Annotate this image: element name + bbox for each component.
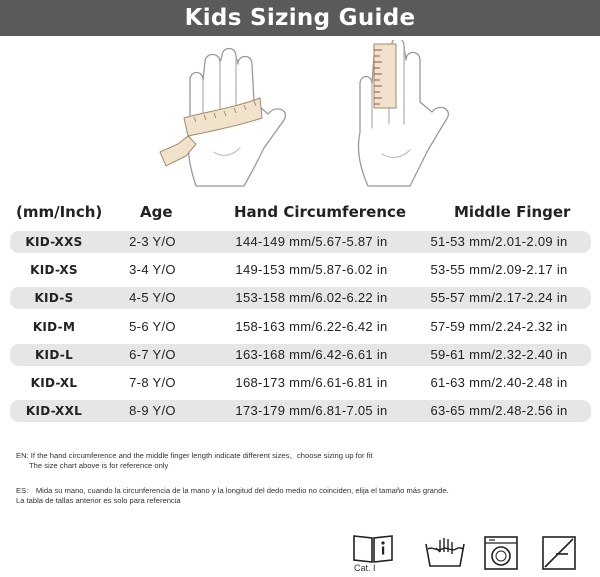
circumference-cell: 149-153 mm/5.87-6.02 in xyxy=(235,262,388,278)
circumference-cell: 144-149 mm/5.67-5.87 in xyxy=(235,234,388,249)
care-icons xyxy=(0,532,600,577)
size-cell: KID-XS xyxy=(30,263,78,278)
size-cell: KID-L xyxy=(34,347,74,362)
table-row xyxy=(0,316,600,338)
ruler-icon xyxy=(374,44,396,108)
table-row xyxy=(0,287,600,309)
circumference-cell: 158-163 mm/6.22-6.42 in xyxy=(235,318,388,334)
care-label: Cat. I xyxy=(354,563,376,573)
page-title: Kids Sizing Guide xyxy=(0,0,600,36)
header-unit: (mm/Inch) xyxy=(16,203,103,221)
circumference-cell: 153-158 mm/6.02-6.22 in xyxy=(235,290,388,306)
age-cell: 6-7 Y/O xyxy=(129,346,176,362)
circumference-cell: 173-179 mm/6.81-7.05 in xyxy=(235,403,388,419)
no-tumble-dry-icon xyxy=(542,536,576,570)
hand-wash-icon xyxy=(424,538,466,568)
table-header xyxy=(0,203,600,227)
table-row xyxy=(0,231,600,253)
note-es-line1: ES： Mida su mano, cuando la circunferencia de la mano y la longitud del dedo medio no coinciden, elija el tamaño más grande. xyxy=(16,486,449,495)
age-cell: 2-3 Y/O xyxy=(129,234,176,249)
finger-cell: 57-59 mm/2.24-2.32 in xyxy=(430,318,568,334)
size-cell: KID-M xyxy=(32,319,76,334)
finger-cell: 55-57 mm/2.17-2.24 in xyxy=(430,290,568,306)
age-cell: 3-4 Y/O xyxy=(129,262,176,278)
finger-cell: 61-63 mm/2.40-2.48 in xyxy=(430,374,568,390)
table-row xyxy=(0,259,600,281)
header-age: Age xyxy=(140,203,173,221)
size-cell: KID-XXL xyxy=(25,404,83,419)
size-cell: KID-S xyxy=(34,291,74,306)
size-cell: KID-XL xyxy=(30,375,78,390)
size-cell: KID-XXS xyxy=(25,235,83,249)
note-en-line2: The size chart above is for reference only xyxy=(29,461,169,470)
age-cell: 4-5 Y/O xyxy=(129,290,176,306)
size-table xyxy=(0,231,600,428)
table-row xyxy=(0,372,600,394)
book-info-icon xyxy=(352,532,394,564)
circumference-cell: 168-173 mm/6.61-6.81 in xyxy=(235,374,388,390)
header-hand-circumference: Hand Circumference xyxy=(234,203,407,221)
finger-cell: 51-53 mm/2.01-2.09 in xyxy=(430,234,568,249)
age-cell: 5-6 Y/O xyxy=(129,318,176,334)
header-middle-finger: Middle Finger xyxy=(454,203,571,221)
finger-cell: 53-55 mm/2.09-2.17 in xyxy=(430,262,568,278)
finger-cell: 63-65 mm/2.48-2.56 in xyxy=(430,403,568,419)
finger-cell: 59-61 mm/2.32-2.40 in xyxy=(430,346,568,362)
age-cell: 7-8 Y/O xyxy=(129,374,176,390)
note-es-line2: La tabla de tallas anterior es solo para referencia xyxy=(16,496,181,505)
table-row xyxy=(0,400,600,422)
circumference-cell: 163-168 mm/6.42-6.61 in xyxy=(235,346,388,362)
age-cell: 8-9 Y/O xyxy=(129,403,176,419)
washing-machine-icon xyxy=(484,536,518,570)
hand-measurement-illustration xyxy=(0,40,600,190)
note-en-line1: EN: If the hand circumference and the middle finger length indicate different sizes、choose sizing up for fit xyxy=(16,451,373,460)
table-row xyxy=(0,344,600,366)
